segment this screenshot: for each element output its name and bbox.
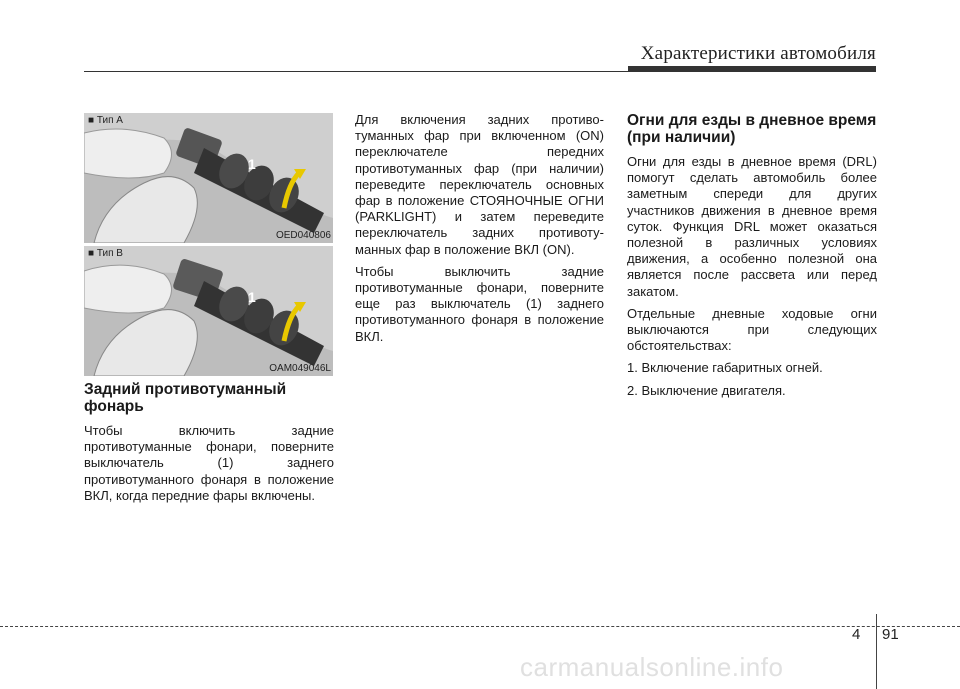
figure-type-a <box>84 113 333 243</box>
column-3 <box>627 112 877 405</box>
paragraph: Отдельные дневные ходовые огни выключаются при следующих обстоятельствах: <box>627 305 877 354</box>
header-rule-accent <box>628 66 876 71</box>
column-2 <box>355 112 604 351</box>
figure-code: OAM049046L <box>269 363 331 374</box>
svg-text:1: 1 <box>248 289 256 305</box>
watermark: carmanualsonline.info <box>520 652 784 682</box>
stalk-illustration-a <box>84 113 333 243</box>
figure-tag: ■ Тип A <box>88 115 123 126</box>
section-number: 4 <box>852 626 861 643</box>
svg-text:1: 1 <box>248 156 256 172</box>
footer-rule <box>0 626 960 627</box>
paragraph: Чтобы выключить задние противотуманные фонари, поверните еще раз выключатель (1) заднего противотуманного фонаря в положение ВКЛ. <box>355 263 604 344</box>
footer-separator <box>876 614 877 689</box>
figure-type-b <box>84 246 333 376</box>
list-item: 1. Включение габаритных огней. <box>627 360 823 376</box>
list-item: 2. Выключение двигателя. <box>627 382 786 398</box>
header-rule <box>84 71 876 72</box>
section-heading: Задний противотуманный фонарь <box>84 381 287 415</box>
paragraph: Огни для езды в дневное время (DRL) помогут сделать автомобиль более заметным спереди для других участников движения в дневное время суток. Функция DRL может оказаться полезной в различных условиях движения, а особенно полезной она является после рассвета или перед закатом. <box>627 154 877 299</box>
page-number: 91 <box>882 626 899 643</box>
condition-list <box>627 360 877 398</box>
stalk-illustration-b <box>84 246 333 376</box>
section-heading: Огни для езды в дневное время (при наличии) <box>627 112 877 146</box>
figure-code: OED040806 <box>275 230 331 241</box>
paragraph: Для включения задних противо-туманных фар при включенном (ON) переключателе передних противотуманных фар (при наличии) переведите переключатель основных фар в положение СТОЯНОЧНЫЕ ОГНИ (PARKLIGHT) и затем переведите переключатель задних противоту-манных фар в положение ВКЛ (ON). <box>355 112 604 257</box>
column-1 <box>84 381 334 510</box>
figure-tag: ■ Тип B <box>88 248 123 259</box>
header-title: Характеристики автомобиля <box>640 43 876 64</box>
paragraph: Чтобы включить задние противотуманные фонари, поверните выключатель (1) заднего противотуманного фонаря в положение ВКЛ, когда передние фары включены. <box>84 423 334 503</box>
